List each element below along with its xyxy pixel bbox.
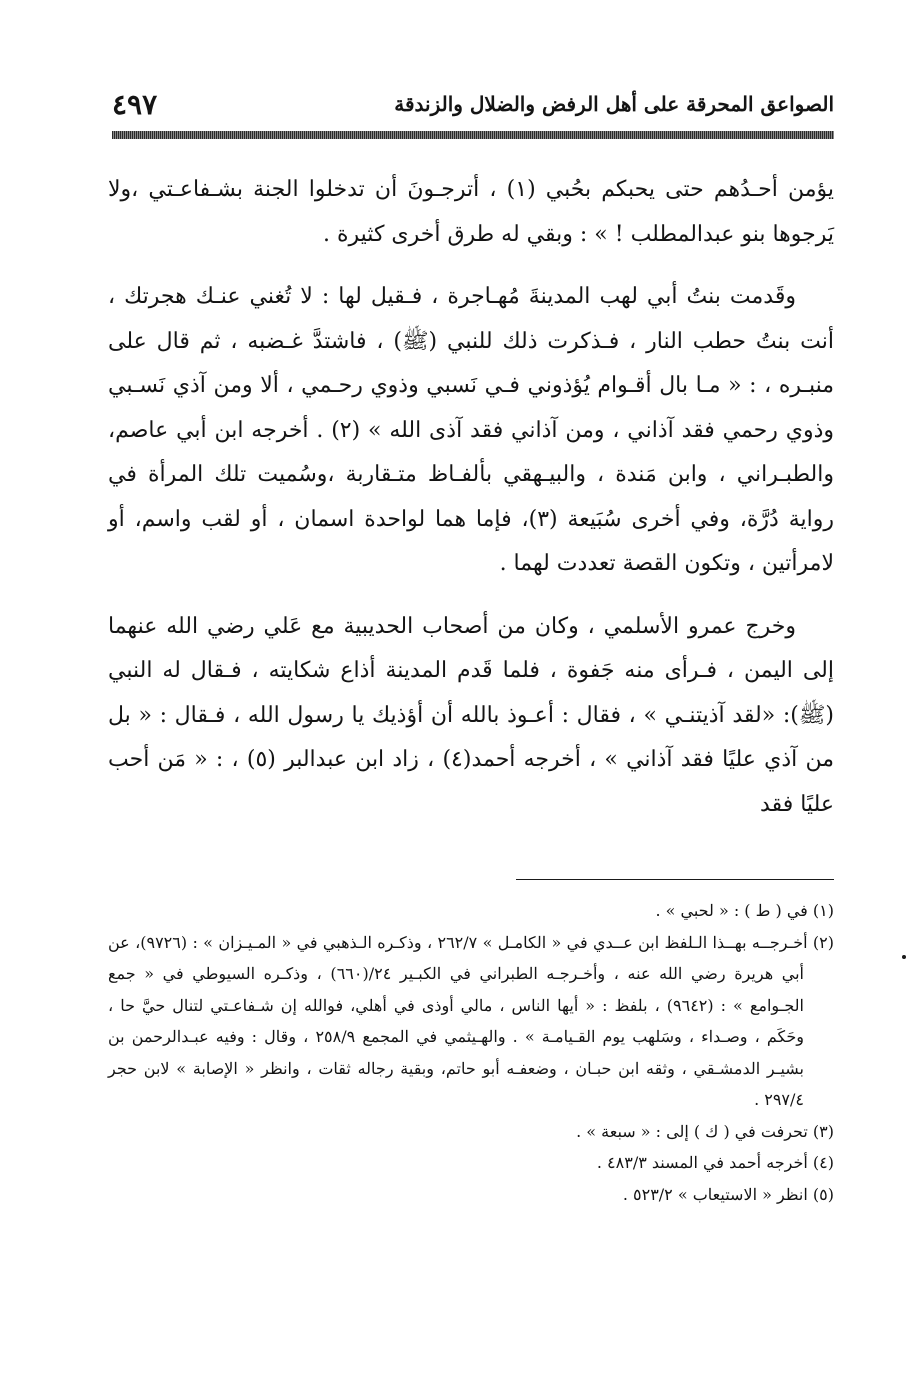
- header-rule: [112, 131, 834, 139]
- footnote: (٢) أخـرجــه بهــذا الـلفظ ابن عــدي في « الكامـل » ٢٦٢/٧ ، وذكـره الـذهبي في « المـيـزان » : (٩٧٢٦)، عن أبي هريرة رضي الله عنه ، وأخـرجـه الطبراني في الكبـير ٢٤/(٦٦٠) ، وذكـره السيوطي في « جمع الجـوامع » : (٩٦٤٢) ، بلفظ : « أيها الناس ، مالي أوذى في أهلي، فوالله إن شـفاعـتي لتنال حيَّ حا ، وحَكَم ، وصـداء ، وسَلهب يوم القـيامـة » . والهـيثمي في المجمع ٢٥٨/٩ ، وقال : وفيه عبـدالرحمن بن بشيـر الدمشـقي ، وثقه ابن حبـان ، وضعفـه أبو حاتم، وبقية رجاله ثقات ، وانظر « الإصابة » لابن حجر ٢٩٧/٤ .: [108, 932, 834, 1109]
- page-number: ٤٩٧: [112, 88, 158, 121]
- footnotes: [108, 895, 834, 1210]
- paragraph: وقَدمت بنتُ أبي لهب المدينةَ مُهـاجرة ، فـقيل لها : لا تُغني عنـك هجرتك ، أنت بنتُ حطب النار ، فـذكرت ذلك للنبي (ﷺ) ، فاشتدَّ غـضبه ، ثم قال على منبـره ، : « مـا بال أقـوام يُؤذوني فـي نَسبي وذوي رحـمي ، ألا ومن آذي نَسـبي وذوي رحمي فقد آذاني ، ومن آذاني فقد آذى الله » (٢) . أخرجه ابن أبي عاصم، والطبـراني ، وابن مَندة ، والبيـهقي بألفـاظ متـقاربة ،وسُميت تلك المرأة في رواية دُرَّة، وفي أخرى سُبَيعة (٣)، فإما هما لواحدة اسمان ، أو لقب واسم، أو لامرأتين ، وتكون القصة تعددت لهما .: [108, 284, 834, 576]
- paragraph: وخرج عمرو الأسلمي ، وكان من أصحاب الحديبية مع عَلي رضي الله عنهما إلى اليمن ، فـرأى منه جَفوة ، فلما قَدم المدينة أذاع شكايته ، فـقال له النبي (ﷺ): «لقد آذيتنـي » ، فقال : أعـوذ بالله أن أؤذيك يا رسول الله ، فـقال : « بل من آذي عليًا فقد آذاني » ، أخرجه أحمد(٤) ، زاد ابن عبدالبر (٥) ، : « مَن أحب عليًا فقد: [108, 613, 834, 817]
- paragraph: يؤمن أحـدُهم حتى يحبكم بحُبي (١) ، أترجـونَ أن تدخلوا الجنة بشـفاعـتي ،ولا يَرجوها بنو عبدالمطلب ! » : وبقي له طرق أخرى كثيرة .: [108, 177, 834, 247]
- footnote: (٣) تحرفت في ( ك ) إلى : « سبعة » .: [576, 1121, 834, 1141]
- page-header: [112, 88, 834, 128]
- footnote: (٤) أخرجه أحمد في المسند ٤٨٣/٣ .: [596, 1153, 834, 1172]
- footnote: (٥) انظر « الاستيعاب » ٥٢٣/٢ .: [622, 1184, 834, 1204]
- footnote: (١) في ( ط ) : « لحبي » .: [655, 901, 834, 920]
- margin-mark: [902, 955, 906, 959]
- running-title: الصواعق المحرقة على أهل الرفض والضلال والزندقة: [394, 92, 834, 116]
- main-text: [108, 168, 834, 827]
- footnote-separator: [516, 879, 834, 880]
